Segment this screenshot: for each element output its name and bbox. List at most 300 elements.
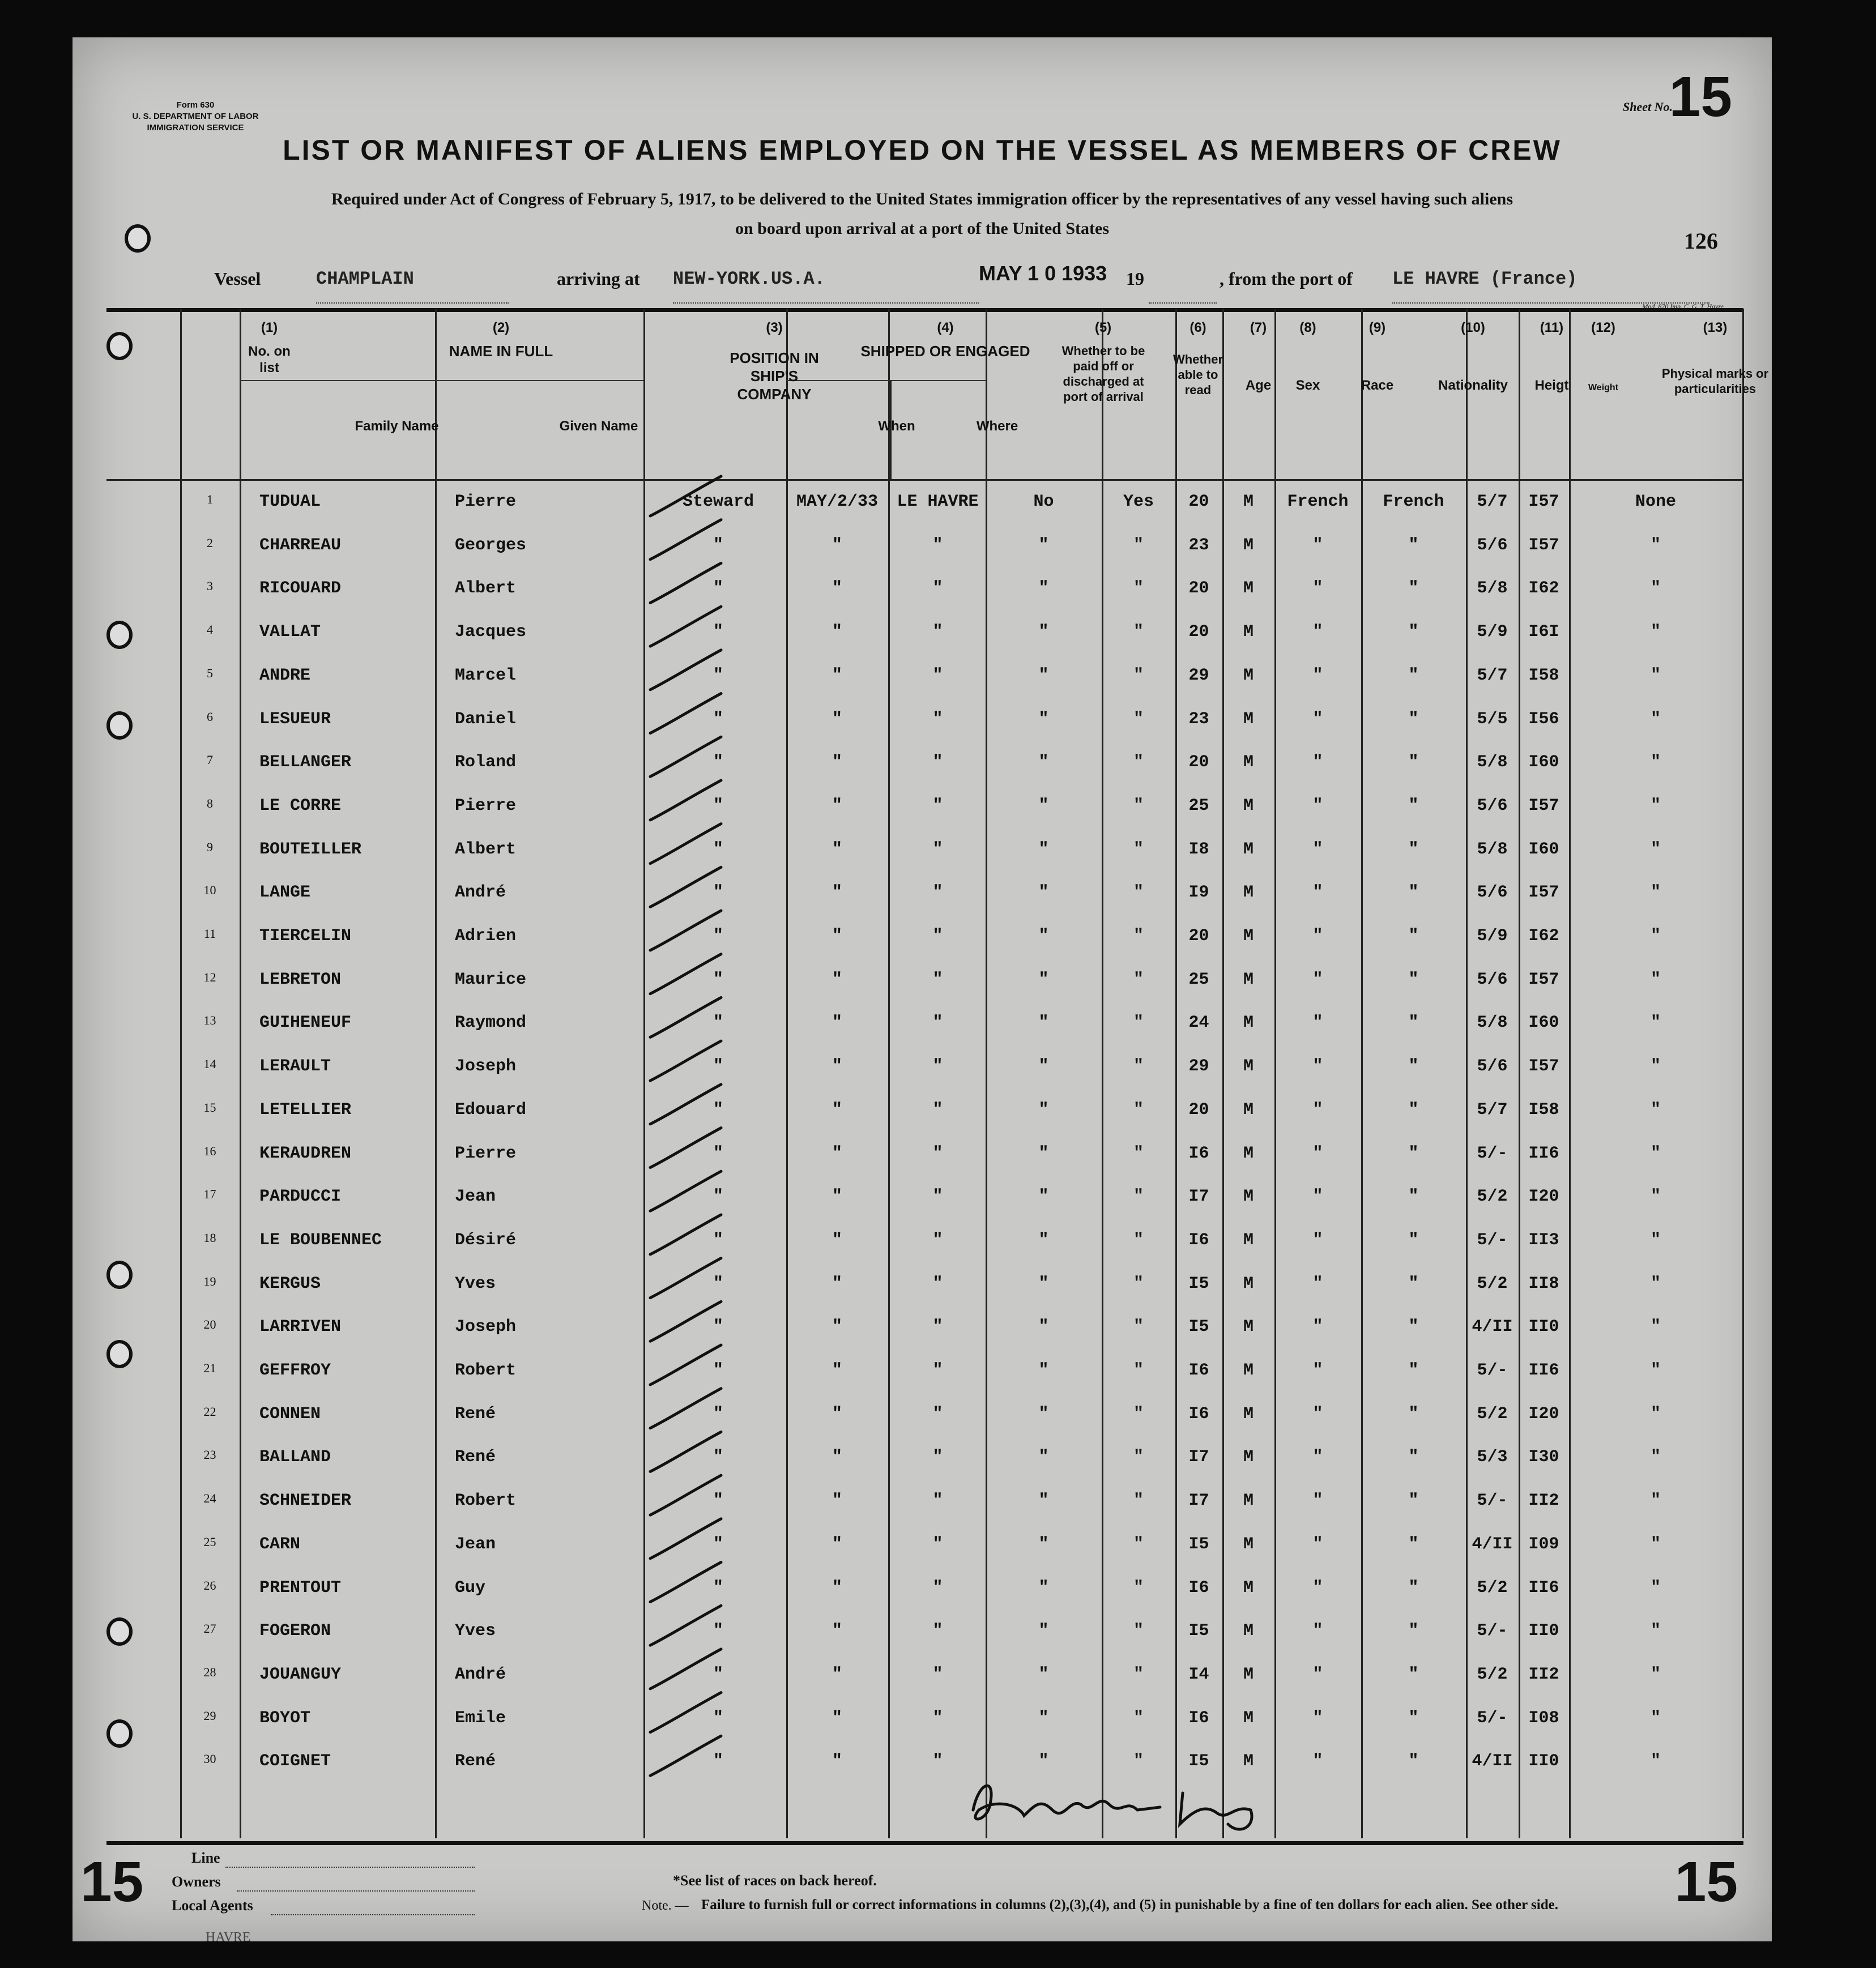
vessel-label: Vessel	[214, 268, 261, 289]
cell-given: Jean	[455, 1187, 496, 1207]
cell-where: "	[932, 970, 943, 989]
cell-age: 25	[1188, 970, 1209, 989]
cell-when: "	[832, 1708, 842, 1728]
cell-marks: "	[1650, 535, 1661, 555]
cell-family: BOYOT	[259, 1708, 311, 1728]
col13-header: Physical marks or particularities	[1661, 366, 1769, 396]
cell-weight: II0	[1528, 1621, 1559, 1641]
cell-age: I7	[1188, 1491, 1209, 1511]
cell-sex: M	[1243, 622, 1253, 642]
cell-weight: I60	[1528, 1013, 1559, 1033]
cell-height: 5/8	[1477, 839, 1508, 859]
cell-marks: "	[1650, 1143, 1661, 1163]
cell-position: "	[713, 796, 723, 816]
cell-where: "	[932, 1491, 943, 1511]
cell-when: "	[832, 1274, 842, 1293]
cell-given: René	[455, 1752, 496, 1771]
note-label: Note. —	[642, 1898, 689, 1913]
cell-given: Marcel	[455, 665, 517, 685]
cell-height: 5/6	[1477, 970, 1508, 989]
position-check-marks	[106, 309, 1743, 1838]
cell-read: "	[1133, 1057, 1144, 1077]
cell-family: PRENTOUT	[259, 1578, 342, 1598]
cell-race: "	[1312, 622, 1323, 642]
check-mark-icon	[650, 1693, 721, 1732]
cell-paid: "	[1038, 1708, 1049, 1728]
check-mark-icon	[650, 607, 721, 646]
cell-position: "	[713, 1621, 723, 1641]
cell-sex: M	[1243, 1317, 1253, 1337]
cell-when: "	[832, 839, 842, 859]
cell-weight: II2	[1528, 1664, 1559, 1684]
cell-given: André	[455, 883, 506, 903]
col13-number: (13)	[1703, 320, 1728, 335]
cell-weight: I30	[1528, 1448, 1559, 1467]
check-mark-icon	[650, 1128, 721, 1168]
cell-read: "	[1133, 1404, 1144, 1424]
cell-no: 1	[207, 492, 213, 506]
check-mark-icon	[650, 1649, 721, 1689]
cell-marks: "	[1650, 1621, 1661, 1641]
cell-race: "	[1312, 1664, 1323, 1684]
cell-marks: "	[1650, 579, 1661, 599]
cell-family: RICOUARD	[259, 579, 342, 599]
arriving-port: NEW-YORK.US.A.	[673, 268, 979, 304]
cell-paid: "	[1038, 1491, 1049, 1511]
cell-when: "	[832, 1100, 842, 1120]
form-header	[125, 100, 266, 134]
cell-when: "	[832, 1491, 842, 1511]
cell-age: 20	[1188, 622, 1209, 642]
crew-table	[106, 309, 1769, 1838]
cell-given: Raymond	[455, 1013, 527, 1033]
cell-where: "	[932, 709, 943, 729]
sheet-number: 15	[1669, 65, 1732, 129]
cell-marks: "	[1650, 1664, 1661, 1684]
cell-read: "	[1133, 883, 1144, 903]
cell-nationality: "	[1408, 1143, 1419, 1163]
cell-sex: M	[1243, 927, 1253, 946]
cell-given: Joseph	[455, 1317, 517, 1337]
cell-no: 8	[207, 796, 213, 810]
cell-read: "	[1133, 709, 1144, 729]
cell-age: I9	[1188, 883, 1209, 903]
cell-read: "	[1133, 1621, 1144, 1641]
cell-no: 5	[207, 665, 213, 680]
cell-where: "	[932, 665, 943, 685]
cell-when: "	[832, 622, 842, 642]
cell-nationality: "	[1408, 1491, 1419, 1511]
cell-sex: M	[1243, 1491, 1253, 1511]
cell-family: LERAULT	[259, 1057, 331, 1077]
arriving-label: arriving at	[557, 268, 640, 289]
cell-height: 4/II	[1472, 1752, 1513, 1771]
check-mark-icon	[650, 563, 721, 603]
cell-race: "	[1312, 1578, 1323, 1598]
cell-sex: M	[1243, 1143, 1253, 1163]
cell-age: I5	[1188, 1752, 1209, 1771]
cell-age: I6	[1188, 1143, 1209, 1163]
col4-where-header: Where	[976, 419, 1018, 434]
cell-height: 4/II	[1472, 1534, 1513, 1554]
cell-when: "	[832, 1187, 842, 1207]
col9-header: Race	[1361, 378, 1394, 393]
cell-where: "	[932, 796, 943, 816]
cell-weight: I57	[1528, 492, 1559, 511]
print-note: Mod. 870 Imp. C. G. T. Havre	[1642, 302, 1724, 310]
cell-where: "	[932, 1752, 943, 1771]
cell-sex: M	[1243, 1708, 1253, 1728]
cell-position: "	[713, 665, 723, 685]
cell-race: "	[1312, 1013, 1323, 1033]
cell-nationality: "	[1408, 1752, 1419, 1771]
page-title: LIST OR MANIFEST OF ALIENS EMPLOYED ON THE VESSEL AS MEMBERS OF CREW	[283, 134, 1562, 166]
col9-number: (9)	[1368, 320, 1386, 335]
cell-height: 5/-	[1477, 1621, 1508, 1641]
cell-position: "	[713, 535, 723, 555]
check-mark-icon	[650, 650, 721, 690]
department-name: U. S. DEPARTMENT OF LABOR	[132, 112, 259, 121]
cell-no: 19	[203, 1274, 216, 1288]
cell-given: Maurice	[455, 970, 527, 989]
year-field	[1149, 268, 1217, 304]
cell-no: 10	[203, 883, 216, 898]
cell-when: "	[832, 753, 842, 772]
cell-paid: "	[1038, 1664, 1049, 1684]
cell-family: VALLAT	[259, 622, 321, 642]
cell-paid: "	[1038, 1013, 1049, 1033]
cell-where: "	[932, 1578, 943, 1598]
cell-given: Joseph	[455, 1057, 517, 1077]
cell-marks: "	[1650, 1708, 1661, 1728]
cell-race: "	[1312, 1230, 1323, 1250]
from-port-label: , from the port of	[1220, 268, 1353, 289]
cell-weight: I08	[1528, 1708, 1559, 1728]
cell-marks: "	[1650, 927, 1661, 946]
check-mark-icon	[650, 1345, 721, 1385]
cell-given: Pierre	[455, 492, 517, 511]
col1-number: (1)	[261, 320, 278, 335]
cell-paid: "	[1038, 709, 1049, 729]
cell-age: 29	[1188, 665, 1209, 685]
check-mark-icon	[650, 1258, 721, 1298]
sheet-number-label: Sheet No.	[1623, 100, 1673, 114]
cell-sex: M	[1243, 1578, 1253, 1598]
subtitle-line-2: on board upon arrival at a port of the United States	[735, 219, 1109, 238]
cell-family: BOUTEILLER	[259, 839, 362, 859]
cell-read: "	[1133, 579, 1144, 599]
cell-marks: "	[1650, 1578, 1661, 1598]
cell-where: "	[932, 839, 943, 859]
check-mark-icon	[650, 476, 721, 516]
col3-number: (3)	[766, 320, 783, 335]
cell-sex: M	[1243, 1013, 1253, 1033]
cell-family: SCHNEIDER	[259, 1491, 352, 1511]
cell-height: 5/-	[1477, 1230, 1508, 1250]
cell-race: "	[1312, 883, 1323, 903]
col10-header: Nationality	[1438, 378, 1508, 393]
check-mark-icon	[650, 1085, 721, 1124]
cell-paid: "	[1038, 1274, 1049, 1293]
cell-paid: "	[1038, 535, 1049, 555]
cell-marks: "	[1650, 970, 1661, 989]
cell-race: "	[1312, 1100, 1323, 1120]
cell-nationality: "	[1408, 753, 1419, 772]
cell-race: "	[1312, 1057, 1323, 1077]
cell-race: "	[1312, 1274, 1323, 1293]
cell-nationality: "	[1408, 1621, 1419, 1641]
cell-height: 5/-	[1477, 1143, 1508, 1163]
cell-weight: II3	[1528, 1230, 1559, 1250]
cell-paid: "	[1038, 1752, 1049, 1771]
cell-weight: I57	[1528, 796, 1559, 816]
cell-when: "	[832, 1578, 842, 1598]
cell-race: "	[1312, 839, 1323, 859]
cell-nationality: "	[1408, 1708, 1419, 1728]
cell-when: "	[832, 1057, 842, 1077]
cell-marks: "	[1650, 1361, 1661, 1380]
cell-position: "	[713, 709, 723, 729]
cell-family: KERGUS	[259, 1274, 321, 1293]
cell-paid: "	[1038, 1621, 1049, 1641]
cell-position: "	[713, 753, 723, 772]
cell-paid: No	[1033, 492, 1054, 511]
cell-position: "	[713, 1100, 723, 1120]
check-mark-icon	[650, 1041, 721, 1081]
cell-paid: "	[1038, 1448, 1049, 1467]
cell-marks: "	[1650, 1448, 1661, 1467]
cell-race: "	[1312, 970, 1323, 989]
col1-header: No. on list	[248, 344, 291, 375]
cell-height: 5/2	[1477, 1664, 1508, 1684]
cell-marks: "	[1650, 1404, 1661, 1424]
sheet-number-bottom-right: 15	[1674, 1850, 1738, 1914]
cell-nationality: "	[1408, 883, 1419, 903]
cell-height: 5/8	[1477, 579, 1508, 599]
cell-family: GUIHENEUF	[259, 1013, 352, 1033]
cell-marks: "	[1650, 1274, 1661, 1293]
cell-paid: "	[1038, 1404, 1049, 1424]
col2-number: (2)	[492, 320, 510, 335]
cell-nationality: "	[1408, 1664, 1419, 1684]
cell-marks: "	[1650, 709, 1661, 729]
cell-no: 22	[203, 1404, 216, 1419]
cell-given: Yves	[455, 1621, 496, 1641]
cell-height: 5/9	[1477, 927, 1508, 946]
cell-paid: "	[1038, 970, 1049, 989]
cell-family: ANDRE	[259, 665, 311, 685]
cell-race: "	[1312, 1448, 1323, 1467]
cell-nationality: "	[1408, 1274, 1419, 1293]
check-mark-icon	[650, 997, 721, 1037]
cell-height: 5/7	[1477, 1100, 1508, 1120]
cell-read: "	[1133, 1361, 1144, 1380]
col11-number: (11)	[1540, 320, 1564, 335]
cell-no: 26	[203, 1578, 216, 1593]
cell-position: "	[713, 1274, 723, 1293]
cell-when: "	[832, 1230, 842, 1250]
cell-paid: "	[1038, 1578, 1049, 1598]
check-mark-icon	[650, 1606, 721, 1645]
cell-sex: M	[1243, 1621, 1253, 1641]
agents-label: Local Agents	[172, 1897, 253, 1914]
cell-weight: I60	[1528, 753, 1559, 772]
cell-read: "	[1133, 753, 1144, 772]
cell-position: "	[713, 1187, 723, 1207]
cell-race: "	[1312, 1317, 1323, 1337]
cell-weight: I62	[1528, 927, 1559, 946]
cell-when: "	[832, 970, 842, 989]
cell-marks: "	[1650, 1230, 1661, 1250]
cell-no: 11	[203, 927, 216, 941]
cell-read: "	[1133, 839, 1144, 859]
cell-race: "	[1312, 796, 1323, 816]
cell-when: "	[832, 1404, 842, 1424]
cell-weight: I20	[1528, 1404, 1559, 1424]
cell-sex: M	[1243, 1230, 1253, 1250]
date-stamp: MAY 1 0 1933	[979, 262, 1107, 285]
cell-read: "	[1133, 1274, 1144, 1293]
cell-nationality: "	[1408, 1187, 1419, 1207]
cell-when: "	[832, 1664, 842, 1684]
cell-weight: I09	[1528, 1534, 1559, 1554]
cell-height: 5/3	[1477, 1448, 1508, 1467]
check-mark-icon	[650, 1215, 721, 1254]
cell-marks: "	[1650, 796, 1661, 816]
col6-number: (6)	[1189, 320, 1206, 335]
check-mark-icon	[650, 1519, 721, 1559]
cell-nationality: "	[1408, 1404, 1419, 1424]
cell-age: I6	[1188, 1708, 1209, 1728]
cell-sex: M	[1243, 709, 1253, 729]
cell-when: "	[832, 709, 842, 729]
cell-paid: "	[1038, 1230, 1049, 1250]
cell-race: "	[1312, 1187, 1323, 1207]
cell-where: "	[932, 1013, 943, 1033]
cell-age: I5	[1188, 1621, 1209, 1641]
col8-header: Sex	[1295, 378, 1320, 393]
cell-weight: I6I	[1528, 622, 1559, 642]
cell-race: "	[1312, 1491, 1323, 1511]
check-mark-icon	[650, 1475, 721, 1515]
cell-nationality: "	[1408, 927, 1419, 946]
from-port: LE HAVRE (France)	[1392, 268, 1709, 304]
col7-number: (7)	[1250, 320, 1267, 335]
cell-where: "	[932, 1664, 943, 1684]
cell-nationality: "	[1408, 622, 1419, 642]
cell-weight: I58	[1528, 1100, 1559, 1120]
cell-given: Jacques	[455, 622, 527, 642]
cell-weight: I56	[1528, 709, 1559, 729]
cell-race: "	[1312, 1621, 1323, 1641]
check-mark-icon	[650, 824, 721, 864]
cell-when: "	[832, 883, 842, 903]
cell-when: "	[832, 1621, 842, 1641]
cell-paid: "	[1038, 927, 1049, 946]
cell-nationality: "	[1408, 1317, 1419, 1337]
col2-family-header: Family Name	[355, 419, 439, 434]
cell-height: 5/5	[1477, 709, 1508, 729]
cell-sex: M	[1243, 665, 1253, 685]
cell-race: "	[1312, 1708, 1323, 1728]
sheet-number-bottom-left: 15	[80, 1850, 144, 1914]
cell-marks: "	[1650, 1534, 1661, 1554]
cell-family: BELLANGER	[259, 753, 352, 772]
cell-family: BALLAND	[259, 1448, 331, 1467]
cell-marks: "	[1650, 1491, 1661, 1511]
cell-marks: "	[1650, 665, 1661, 685]
check-mark-icon	[650, 1432, 721, 1471]
cell-paid: "	[1038, 1361, 1049, 1380]
cell-family: LESUEUR	[259, 709, 331, 729]
cell-read: "	[1133, 622, 1144, 642]
cell-weight: I62	[1528, 579, 1559, 599]
cell-paid: "	[1038, 1187, 1049, 1207]
cell-no: 15	[203, 1100, 216, 1115]
cell-no: 30	[203, 1752, 216, 1766]
cell-given: Yves	[455, 1274, 496, 1293]
subtitle-line-1: Required under Act of Congress of February 5, 1917, to be delivered to the United States immigration officer by the representatives of any vessel having such aliens	[331, 190, 1513, 208]
cell-height: 5/-	[1477, 1708, 1508, 1728]
cell-nationality: "	[1408, 1230, 1419, 1250]
cell-race: "	[1312, 579, 1323, 599]
owners-label: Owners	[172, 1873, 221, 1890]
cell-position: "	[713, 970, 723, 989]
col5-header: Whether to be paid off or discharged at port of arrival	[1061, 344, 1145, 404]
cell-age: 23	[1188, 709, 1209, 729]
cell-given: André	[455, 1664, 506, 1684]
cell-position: "	[713, 1230, 723, 1250]
cell-sex: M	[1243, 1187, 1253, 1207]
check-mark-icon	[650, 780, 721, 820]
check-mark-icon	[650, 1301, 721, 1341]
cell-height: 5/8	[1477, 1013, 1508, 1033]
cell-when: "	[832, 535, 842, 555]
cell-position: "	[713, 1708, 723, 1728]
cell-read: "	[1133, 665, 1144, 685]
cell-where: "	[932, 883, 943, 903]
cell-marks: "	[1650, 753, 1661, 772]
cell-given: Roland	[455, 753, 517, 772]
cell-nationality: "	[1408, 665, 1419, 685]
cell-age: I6	[1188, 1404, 1209, 1424]
cell-weight: I57	[1528, 1057, 1559, 1077]
cell-no: 18	[203, 1230, 216, 1245]
cell-where: "	[932, 535, 943, 555]
cell-race: "	[1312, 535, 1323, 555]
check-mark-icon	[650, 737, 721, 776]
cell-position: "	[713, 579, 723, 599]
cell-age: 23	[1188, 535, 1209, 555]
cell-given: Guy	[455, 1578, 486, 1598]
cell-read: "	[1133, 1013, 1144, 1033]
cell-nationality: "	[1408, 535, 1419, 555]
cell-read: "	[1133, 1491, 1144, 1511]
cell-no: 2	[207, 535, 213, 550]
check-mark-icon	[650, 1736, 721, 1775]
check-mark-icon	[650, 954, 721, 994]
cell-nationality: "	[1408, 1448, 1419, 1467]
cell-sex: M	[1243, 883, 1253, 903]
cell-nationality: "	[1408, 1100, 1419, 1120]
cell-where: "	[932, 579, 943, 599]
cell-sex: M	[1243, 579, 1253, 599]
cell-age: I5	[1188, 1534, 1209, 1554]
agents-field	[271, 1909, 475, 1915]
cell-no: 16	[203, 1143, 216, 1158]
cell-no: 4	[207, 622, 213, 637]
cell-read: "	[1133, 796, 1144, 816]
